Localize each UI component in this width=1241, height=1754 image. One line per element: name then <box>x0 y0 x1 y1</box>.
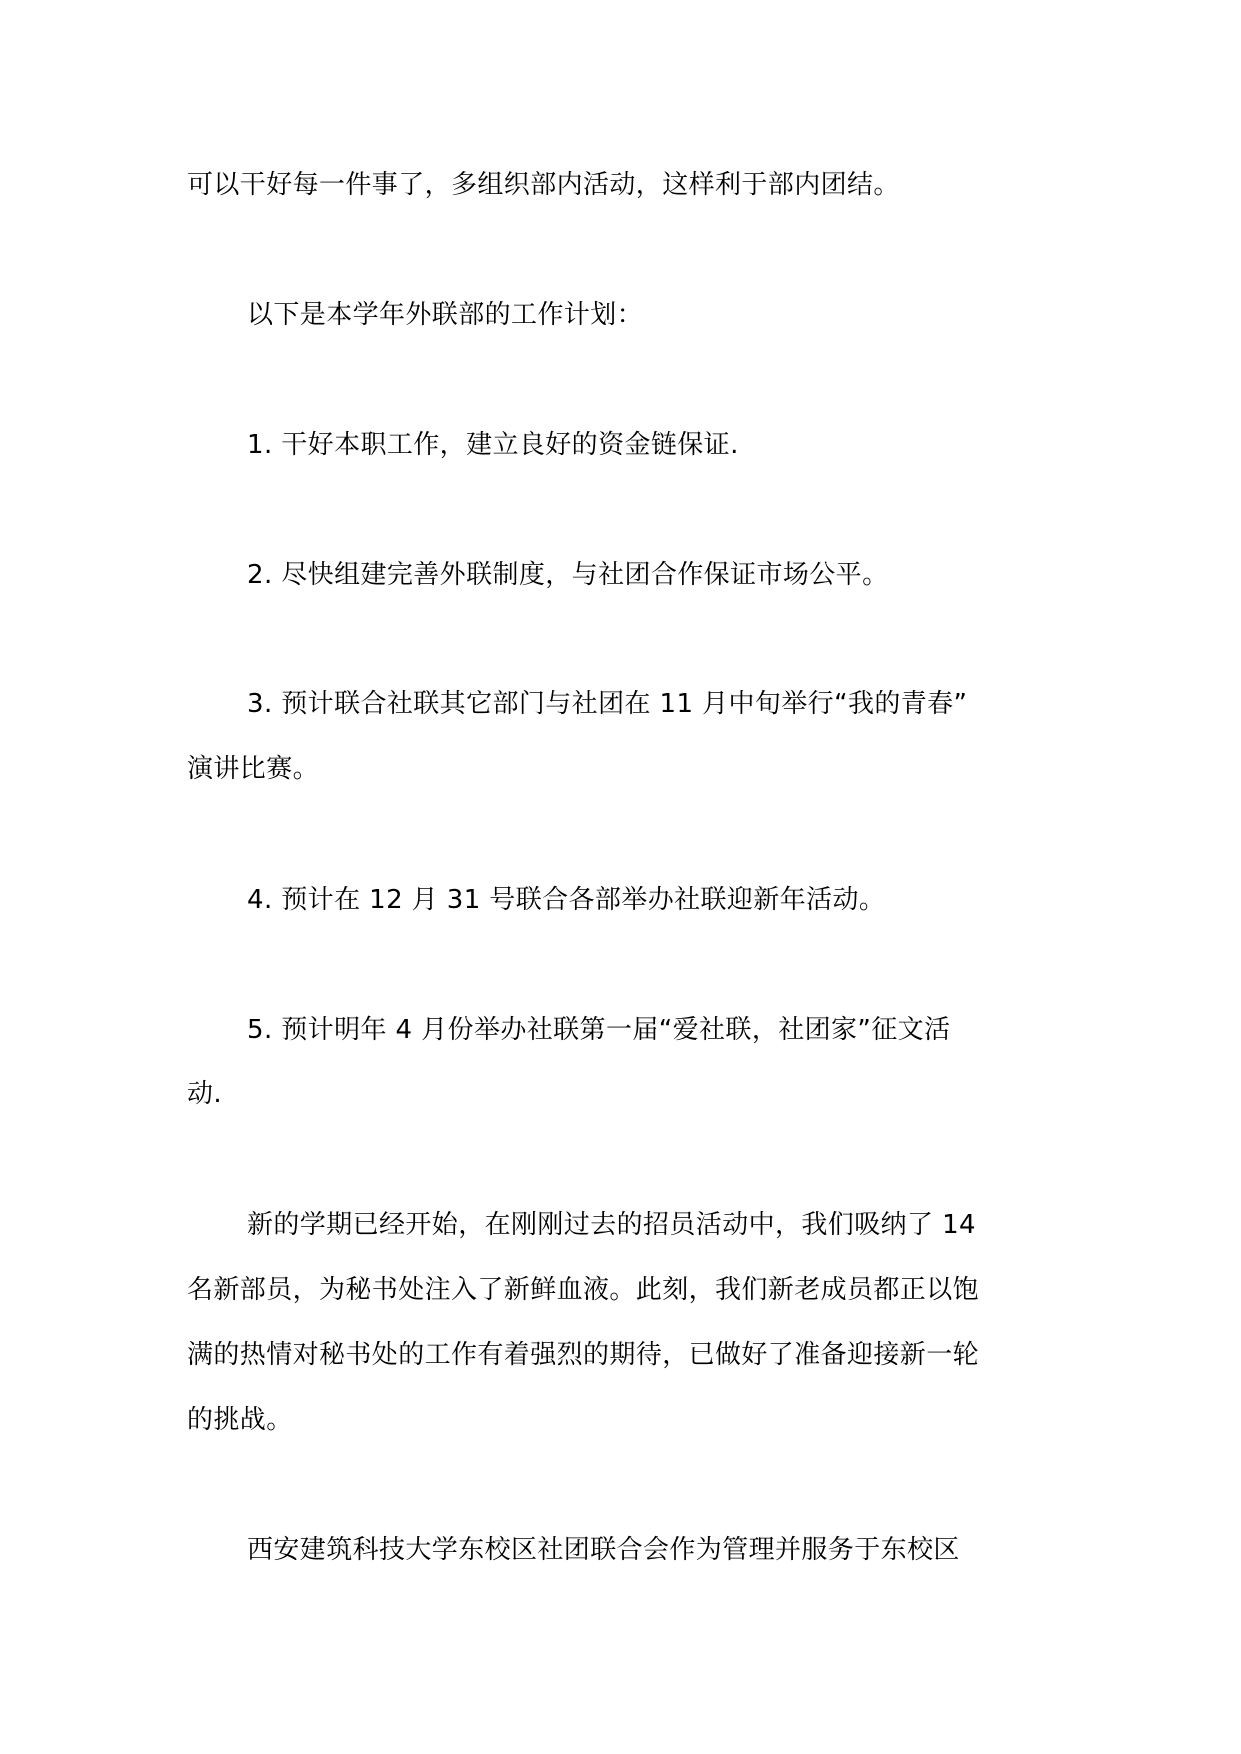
plan-item-5-continued: 动. <box>187 1079 223 1109</box>
paragraph-line: 可以干好每一件事了，多组织部内活动，这样利于部内团结。 <box>187 170 900 200</box>
plan-item-5: 5. 预计明年 4 月份举办社联第一届“爱社联，社团家”征文活 <box>247 1015 951 1045</box>
paragraph-line: 西安建筑科技大学东校区社团联合会作为管理并服务于东校区 <box>247 1535 960 1565</box>
plan-item-4: 4. 预计在 12 月 31 号联合各部举办社联迎新年活动。 <box>247 885 886 915</box>
paragraph-line: 的挑战。 <box>187 1405 293 1435</box>
paragraph-line: 满的热情对秘书处的工作有着强烈的期待，已做好了准备迎接新一轮 <box>187 1340 980 1370</box>
plan-item-3-continued: 演讲比赛。 <box>187 754 320 784</box>
plan-intro-line: 以下是本学年外联部的工作计划： <box>247 300 644 330</box>
paragraph-line: 新的学期已经开始，在刚刚过去的招员活动中，我们吸纳了 14 <box>247 1210 976 1240</box>
paragraph-line: 名新部员，为秘书处注入了新鲜血液。此刻，我们新老成员都正以饱 <box>187 1275 980 1305</box>
plan-item-1: 1. 干好本职工作，建立良好的资金链保证. <box>247 430 739 460</box>
plan-item-2: 2. 尽快组建完善外联制度，与社团合作保证市场公平。 <box>247 560 889 590</box>
plan-item-3: 3. 预计联合社联其它部门与社团在 11 月中旬举行“我的青春” <box>247 689 968 719</box>
